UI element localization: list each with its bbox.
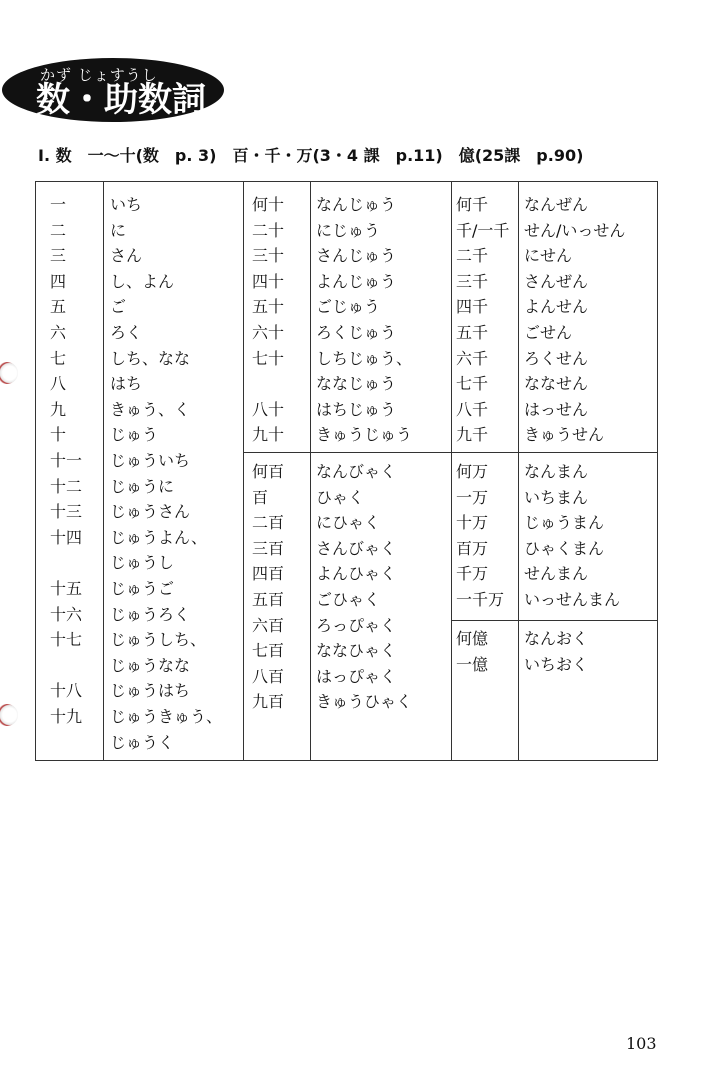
numeral-reading: じゅうはち bbox=[110, 681, 191, 701]
numeral-reading: きゅう、く bbox=[110, 399, 191, 419]
numeral-reading: いっせんまん bbox=[524, 590, 621, 609]
numeral-reading: なんびゃく bbox=[316, 462, 397, 481]
numeral-reading: いち bbox=[110, 195, 143, 214]
numeral-reading: はっせん bbox=[524, 399, 589, 419]
numeral-reading: ごじゅう bbox=[316, 297, 381, 317]
numeral-kanji: 十八 bbox=[50, 681, 83, 701]
punch-hole-top bbox=[0, 362, 18, 384]
numeral-kanji: 何万 bbox=[456, 462, 489, 481]
table-divider bbox=[243, 182, 244, 760]
numeral-kanji: 四十 bbox=[252, 271, 285, 291]
numeral-reading: ひゃくまん bbox=[524, 538, 605, 558]
numeral-kanji: 十 bbox=[50, 425, 67, 445]
numeral-reading: よんじゅう bbox=[316, 271, 397, 291]
numeral-kanji: 九 bbox=[50, 399, 67, 419]
numeral-kanji: 一 bbox=[50, 195, 67, 214]
numeral-reading: はち bbox=[110, 374, 143, 394]
numeral-kanji: 八十 bbox=[252, 399, 285, 419]
numeral-reading: ごせん bbox=[524, 323, 573, 342]
numeral-kanji: 何千 bbox=[456, 195, 489, 214]
numeral-reading: ひゃく bbox=[316, 487, 365, 507]
numeral-kanji: 二十 bbox=[252, 220, 285, 240]
numeral-kanji: 三 bbox=[50, 246, 67, 266]
numeral-reading: なんじゅう bbox=[316, 195, 397, 214]
numeral-kanji: 二千 bbox=[456, 246, 489, 266]
numeral-kanji: 六千 bbox=[456, 348, 489, 368]
numeral-kanji: 十三 bbox=[50, 502, 83, 522]
numeral-reading: ろく bbox=[110, 323, 143, 342]
numeral-reading: きゅうせん bbox=[524, 425, 605, 445]
numeral-reading: じゅうし bbox=[110, 553, 175, 573]
numeral-kanji: 八千 bbox=[456, 399, 489, 419]
numeral-kanji: 何十 bbox=[252, 195, 285, 214]
numeral-reading: きゅうじゅう bbox=[316, 425, 413, 445]
numeral-reading: じゅうご bbox=[110, 579, 175, 598]
numeral-kanji: 六 bbox=[50, 323, 67, 342]
numeral-kanji: 五 bbox=[50, 297, 67, 317]
numeral-reading: せん/いっせん bbox=[524, 220, 626, 240]
numeral-reading: ごひゃく bbox=[316, 590, 381, 609]
numeral-reading: にひゃく bbox=[316, 513, 381, 533]
numeral-reading: じゅうきゅう、 bbox=[110, 707, 223, 726]
numeral-reading: にせん bbox=[524, 246, 573, 266]
page-title: 数・助数詞 bbox=[36, 80, 206, 120]
numeral-reading: じゅう bbox=[110, 425, 159, 445]
numeral-kanji: 七千 bbox=[456, 374, 489, 394]
numeral-reading: ななひゃく bbox=[316, 641, 397, 661]
title-ruby: かず じょすうし bbox=[40, 66, 158, 84]
numeral-kanji: 八百 bbox=[252, 666, 285, 686]
numeral-reading: じゅうさん bbox=[110, 502, 191, 522]
numeral-kanji: 六十 bbox=[252, 323, 285, 342]
numeral-reading: はちじゅう bbox=[316, 399, 397, 419]
numeral-reading: いちおく bbox=[524, 654, 589, 674]
numeral-reading: ろくじゅう bbox=[316, 323, 397, 342]
numeral-reading: し、よん bbox=[110, 271, 175, 291]
numeral-kanji: 十九 bbox=[50, 707, 83, 726]
numeral-kanji: 二百 bbox=[252, 513, 285, 533]
numeral-kanji: 七十 bbox=[252, 348, 285, 368]
numeral-kanji: 一万 bbox=[456, 487, 489, 507]
numeral-kanji: 九十 bbox=[252, 425, 285, 445]
numeral-kanji: 九百 bbox=[252, 692, 285, 712]
numeral-kanji: 五千 bbox=[456, 323, 489, 342]
numeral-kanji: 何億 bbox=[456, 629, 489, 648]
numeral-kanji: 三十 bbox=[252, 246, 285, 266]
table-divider bbox=[310, 182, 311, 760]
numeral-reading: さんぜん bbox=[524, 271, 589, 291]
numeral-reading: じゅうまん bbox=[524, 513, 605, 533]
numeral-kanji: 四千 bbox=[456, 297, 489, 317]
numeral-reading: なんぜん bbox=[524, 195, 589, 214]
numeral-kanji: 千万 bbox=[456, 564, 489, 584]
numeral-reading: じゅういち bbox=[110, 451, 191, 470]
numeral-kanji: 十万 bbox=[456, 513, 489, 533]
numeral-kanji: 七 bbox=[50, 348, 67, 368]
numeral-kanji: 五百 bbox=[252, 590, 285, 609]
numeral-kanji: 九千 bbox=[456, 425, 489, 445]
numeral-reading: さん bbox=[110, 246, 143, 266]
numeral-reading: じゅうしち、 bbox=[110, 630, 207, 650]
table-divider bbox=[451, 620, 658, 621]
numeral-kanji: 十七 bbox=[50, 630, 83, 650]
numeral-reading: じゅうく bbox=[110, 732, 175, 752]
numeral-kanji: 四百 bbox=[252, 564, 285, 584]
numeral-kanji: 十一 bbox=[50, 451, 83, 470]
table-divider bbox=[518, 182, 519, 760]
page-number: 103 bbox=[626, 1034, 657, 1053]
numeral-reading: なんまん bbox=[524, 462, 589, 481]
numeral-kanji: 千/一千 bbox=[456, 220, 510, 240]
numeral-reading: じゅうに bbox=[110, 476, 175, 496]
numeral-kanji: 一千万 bbox=[456, 590, 505, 609]
table-divider bbox=[103, 182, 104, 760]
numeral-reading: きゅうひゃく bbox=[316, 692, 413, 712]
numeral-kanji: 二 bbox=[50, 220, 67, 240]
numeral-kanji: 十六 bbox=[50, 604, 83, 624]
numeral-kanji: 四 bbox=[50, 271, 67, 291]
numeral-reading: さんじゅう bbox=[316, 246, 397, 266]
numeral-kanji: 三百 bbox=[252, 538, 285, 558]
numeral-reading: に bbox=[110, 220, 127, 240]
numeral-reading: じゅうなな bbox=[110, 655, 191, 675]
numeral-kanji: 一億 bbox=[456, 654, 489, 674]
numeral-kanji: 十二 bbox=[50, 476, 83, 496]
numeral-kanji: 十五 bbox=[50, 579, 83, 598]
numeral-kanji: 八 bbox=[50, 374, 67, 394]
numeral-reading: しち、なな bbox=[110, 348, 191, 368]
numeral-reading: はっぴゃく bbox=[316, 666, 397, 686]
numeral-kanji: 何百 bbox=[252, 462, 285, 481]
numeral-reading: いちまん bbox=[524, 487, 589, 507]
numeral-reading: ななせん bbox=[524, 374, 589, 394]
numeral-reading: しちじゅう、 bbox=[316, 348, 413, 368]
numeral-kanji: 百 bbox=[252, 487, 269, 507]
numeral-reading: にじゅう bbox=[316, 220, 381, 240]
numeral-reading: よんひゃく bbox=[316, 564, 397, 584]
numbers-table bbox=[35, 181, 658, 761]
numeral-kanji: 十四 bbox=[50, 527, 83, 547]
numeral-reading: ご bbox=[110, 297, 127, 317]
numeral-reading: ななじゅう bbox=[316, 374, 397, 394]
numeral-reading: なんおく bbox=[524, 629, 589, 648]
numeral-reading: ろくせん bbox=[524, 348, 589, 368]
numeral-kanji: 百万 bbox=[456, 538, 489, 558]
punch-hole-bottom bbox=[0, 704, 18, 726]
numeral-kanji: 七百 bbox=[252, 641, 285, 661]
numeral-reading: せんまん bbox=[524, 564, 589, 584]
numeral-kanji: 三千 bbox=[456, 271, 489, 291]
numeral-reading: さんびゃく bbox=[316, 538, 397, 558]
section-heading: I. 数 一〜十(数 p. 3) 百・千・万(3・4 課 p.11) 億(25課 p.90) bbox=[38, 146, 584, 165]
numeral-kanji: 六百 bbox=[252, 615, 285, 635]
numeral-kanji: 五十 bbox=[252, 297, 285, 317]
table-divider bbox=[451, 182, 452, 760]
table-divider bbox=[243, 452, 658, 453]
numeral-reading: よんせん bbox=[524, 297, 589, 317]
numeral-reading: じゅうよん、 bbox=[110, 527, 207, 547]
numeral-reading: ろっぴゃく bbox=[316, 615, 397, 635]
numeral-reading: じゅうろく bbox=[110, 604, 191, 624]
